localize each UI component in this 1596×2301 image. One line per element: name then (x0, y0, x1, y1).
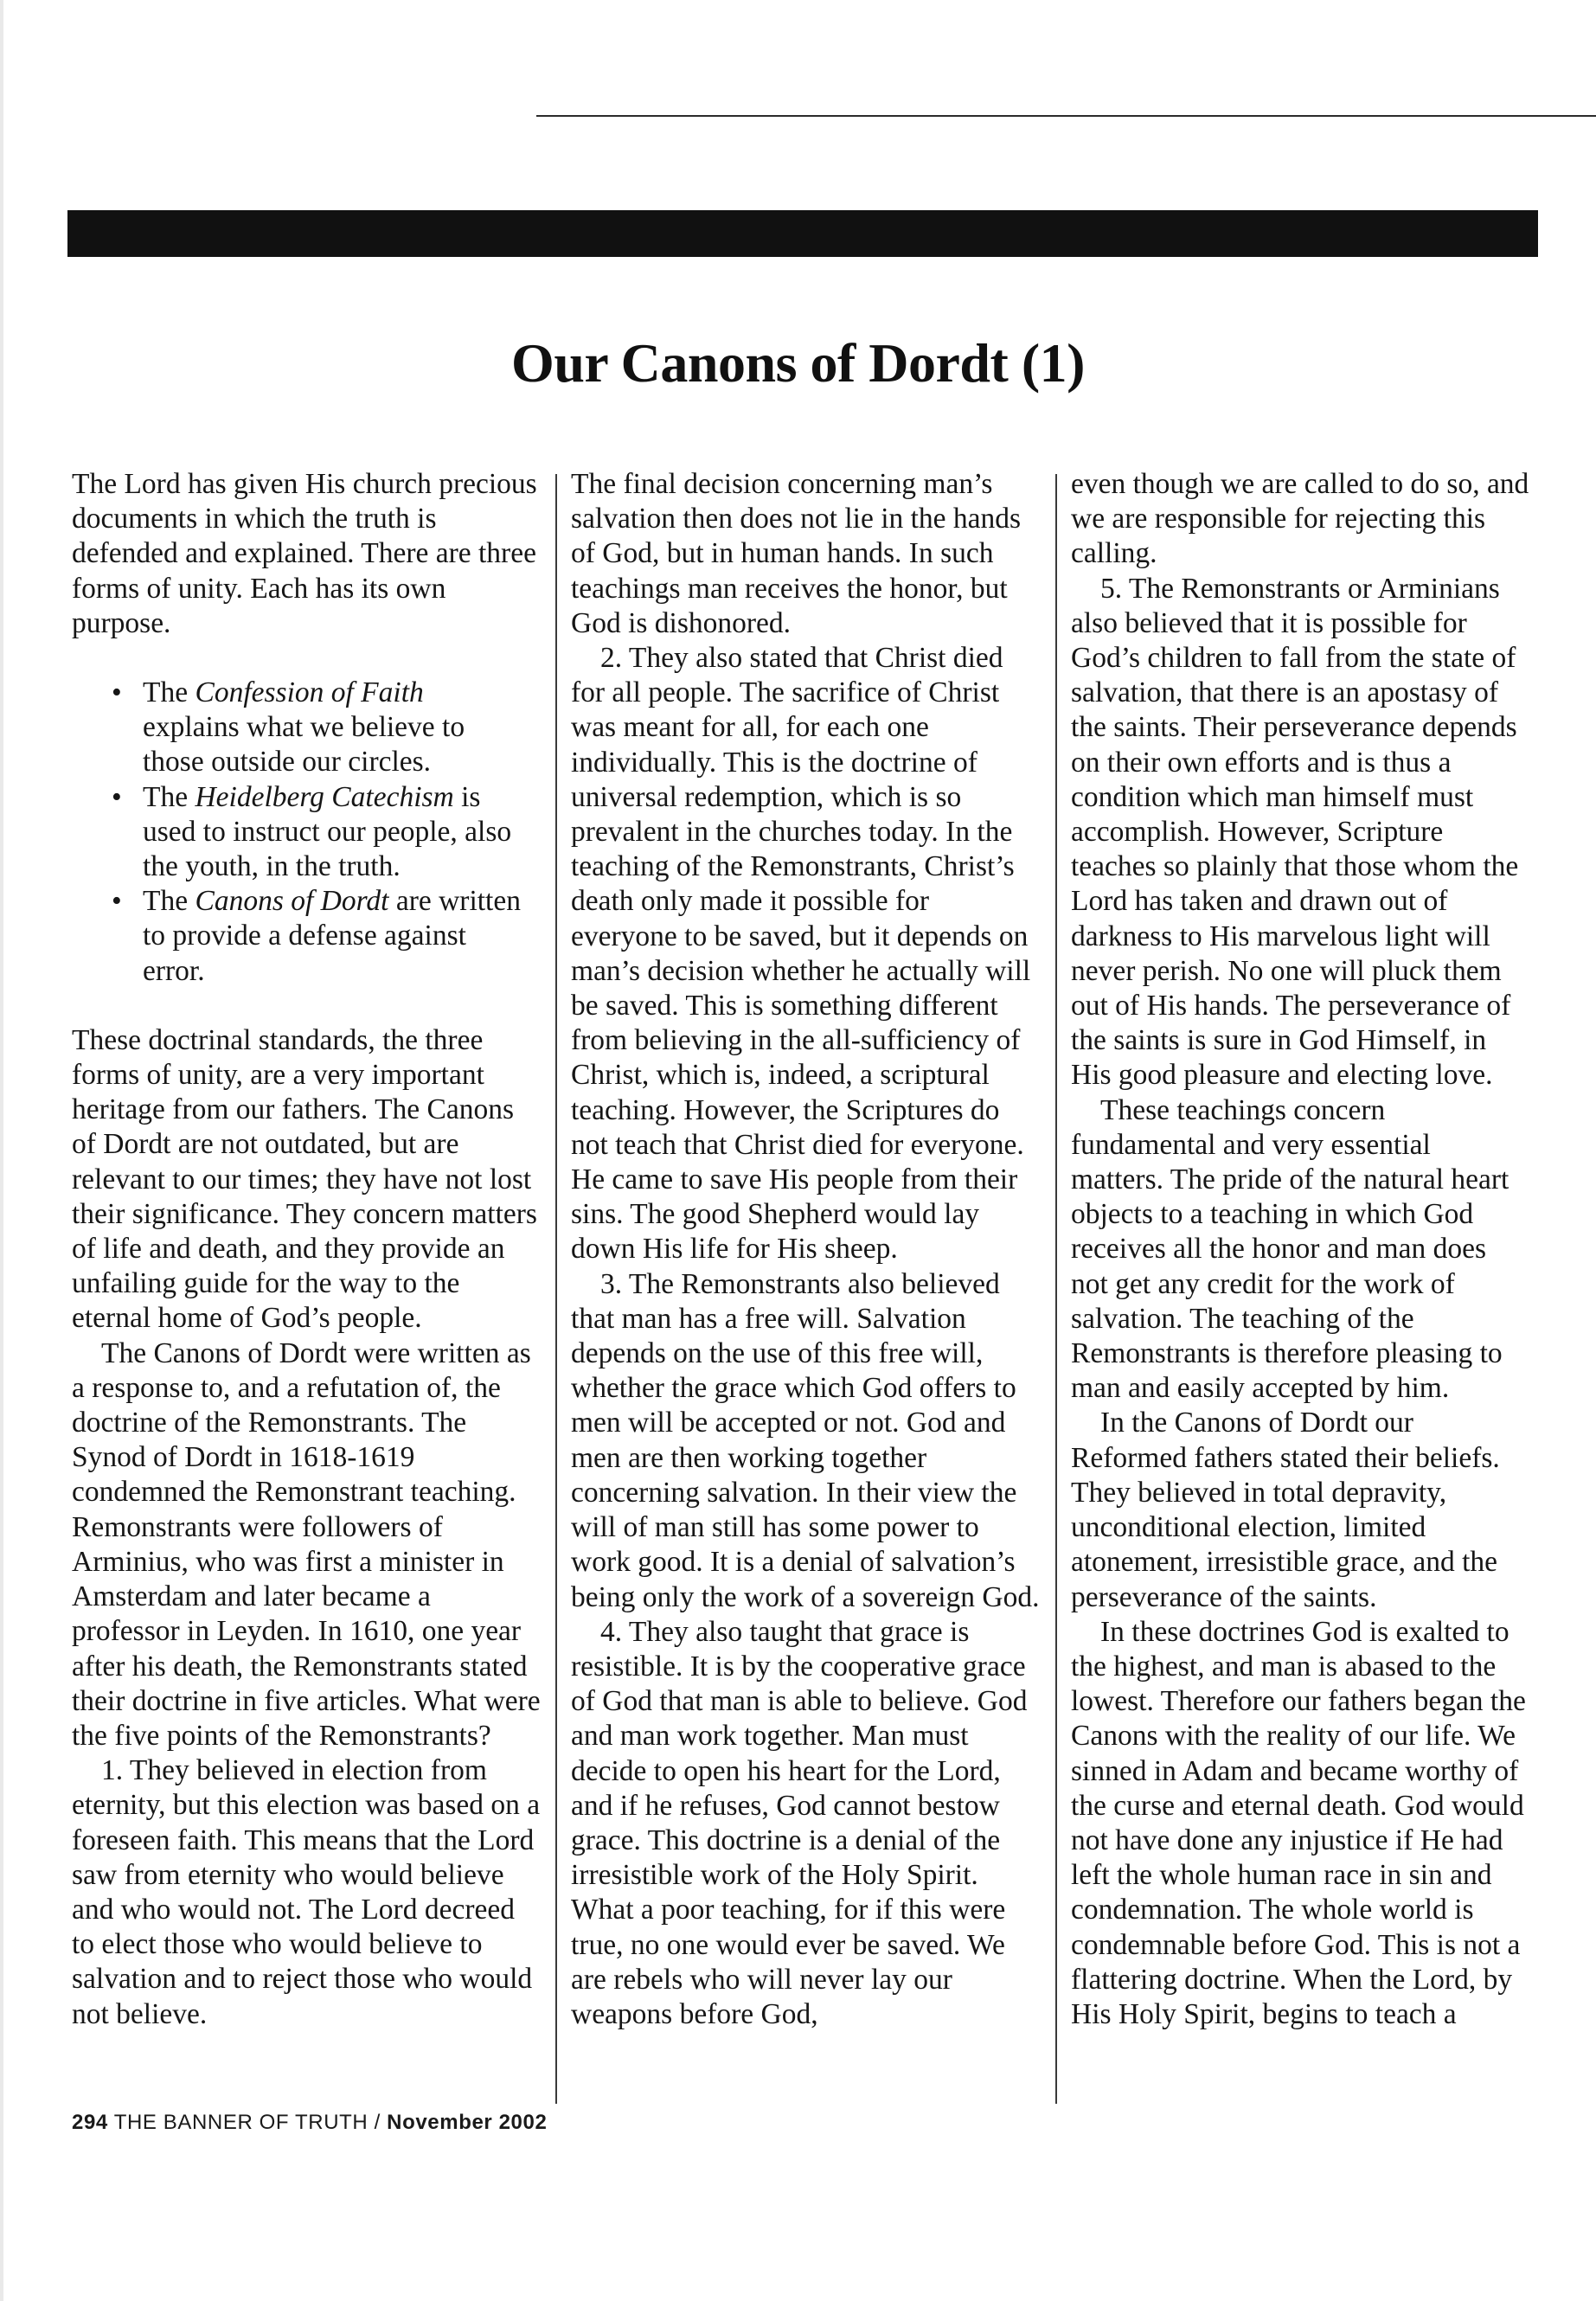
column-divider (1055, 474, 1057, 2104)
column-2 (571, 467, 1042, 2032)
paragraph: 2. They also stated that Christ died for all people. The sacrifice of Christ was meant for all, for each one individually. This is the doctrine of universal redemption, which is so prevalent in the churches today. In the teaching of the Remonstrants, Christ’s death only made it possible for everyone to be saved, but it depends on man’s decision whether he actually will be saved. This is something different from believing in the all-sufficiency of Christ, which is, indeed, a scriptural teaching. However, the Scriptures do not teach that Christ died for everyone. He came to save His people from their sins. The good Shepherd would lay down His life for His sheep. (571, 642, 1031, 1266)
column-1 (72, 467, 543, 2032)
page-number: 294 (72, 2111, 108, 2134)
paragraph: In these doctrines God is exalted to the highest, and man is abased to the lowest. Therefore our fathers began the Canons with the reality of our life. We sinned in Adam and became worthy of the curse and eternal death. God would not have done any injustice if He had left the whole human race in sin and condemnation. The whole world is condemnable before God. This is not a flattering doctrine. When the Lord, by His Holy Spirit, begins to teach a (1071, 1615, 1526, 2030)
page-footer (72, 2111, 547, 2135)
paragraph: The final decision concerning man’s salvation then does not lie in the hands of God, but in human hands. In such teachings man receives the honor, but God is dishonored. (571, 468, 1022, 639)
paragraph: In the Canons of Dordt our Reformed fathers stated their beliefs. They believed in total depravity, unconditional election, limited atonement, irresistible grace, and the perseverance of the saints. (1071, 1407, 1500, 1613)
intro-paragraph: The Lord has given His church precious documents in which the truth is defended and explained. There are three forms of unity. Each has its own purpose. (72, 468, 537, 639)
article-title: Our Canons of Dordt (1) (511, 332, 1085, 394)
paragraph: These teachings concern fundamental and very essential matters. The pride of the natural heart objects to a teaching in which God receives all the honor and man does not get any credit for the work of salvation. The teaching of the Remonstrants is therefore pleasing to man and easily accepted by him. (1071, 1093, 1509, 1405)
issue-date: November 2002 (387, 2111, 548, 2134)
publication-name: THE BANNER OF TRUTH (113, 2111, 369, 2134)
column-divider (555, 474, 557, 2104)
paragraph: 4. They also taught that grace is resistible. It is by the cooperative grace of God that man is able to believe. God and man work together. Man must decide to open his heart for the Lord, and if he refuses, God cannot bestow grace. This doctrine is a denial of the irresistible work of the Holy Spirit. What a poor teaching, for if this were true, no one would ever be saved. We are rebels who will never lay our weapons before God, (571, 1615, 1028, 2030)
document-name: Heidelberg Catechism (195, 780, 454, 813)
paragraph: 1. They believed in election from eternity, but this election was based on a foreseen faith. This means that the Lord saw from eternity who would believe and who would not. The Lord decreed to elect those who would believe to salvation and to reject those who would not believe. (72, 1754, 541, 2030)
list-item: • The Heidelberg Catechism is used to instruct our people, also the youth, in the truth. (112, 780, 512, 883)
paragraph: even though we are called to do so, and we are responsible for rejecting this calling. (1071, 468, 1529, 570)
list-item: • The Canons of Dordt are written to provide a defense against error. (112, 885, 521, 987)
footer-separator: / (374, 2111, 381, 2134)
bullet-icon: • (112, 885, 122, 918)
paragraph: 3. The Remonstrants also believed that man has a free will. Salvation depends on the use of this free will, whether the grace which God offers to men will be accepted or not. God and men are then working together concerning salvation. In their view the will of man still has some power to work good. It is a denial of salvation’s being only the work of a sovereign God. (571, 1267, 1040, 1613)
document-name: Confession of Faith (195, 676, 424, 709)
top-rule (536, 115, 1596, 117)
column-3 (1071, 467, 1529, 2032)
bullet-icon: • (112, 676, 122, 709)
list-item: • The Confession of Faith explains what we believe to those outside our circles. (112, 676, 465, 779)
paragraph: The Canons of Dordt were written as a response to, and a refutation of, the doctrine of the Remonstrants. The Synod of Dordt in 1618-1619 condemned the Remonstrant teaching. Remonstrants were followers of Arminius, who was first a minister in Amsterdam and later became a professor in Leyden. In 1610, one year after his death, the Remonstrants stated their doctrine in five articles. What were the five points of the Remonstrants? (72, 1336, 541, 1752)
paragraph: 5. The Remonstrants or Arminians also believed that it is possible for God’s children to fall from the state of salvation, that there is an apostasy of the saints. Their perseverance depends on their own efforts and is thus a condition which man himself must accomplish. However, Scripture teaches so plainly that those whom the Lord has taken and drawn out of darkness to His marvelous light will never perish. No one will pluck them out of His hands. The perseverance of the saints is sure in God Himself, in His good pleasure and electing love. (1071, 572, 1519, 1092)
paragraph: These doctrinal standards, the three forms of unity, are a very important heritage from our fathers. The Canons of Dordt are not outdated, but are relevant to our times; they have not lost their significance. They concern matters of life and death, and they provide an unfailing guide for the way to the eternal home of God’s people. (72, 1023, 537, 1335)
document-name: Canons of Dordt (195, 885, 389, 918)
forms-of-unity-list (72, 676, 543, 989)
header-band (67, 210, 1538, 257)
bullet-icon: • (112, 780, 122, 813)
